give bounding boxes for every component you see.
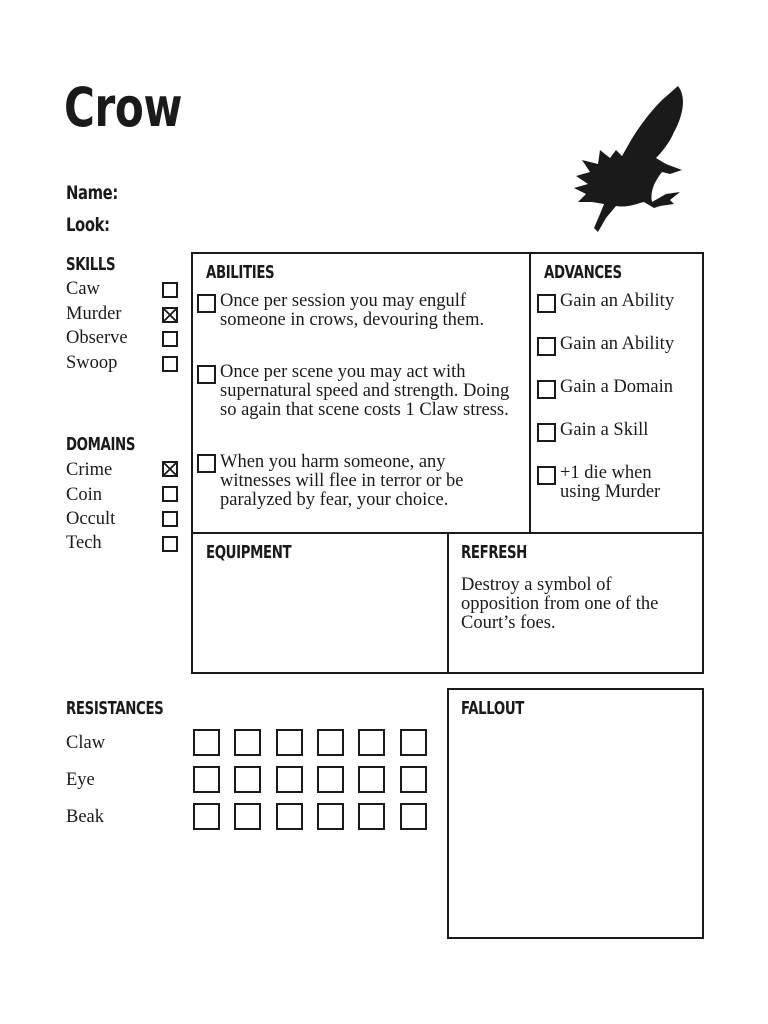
beak-stress-box[interactable] [358, 803, 385, 830]
advance-checkbox[interactable] [537, 337, 556, 356]
beak-stress-box[interactable] [276, 803, 303, 830]
name-label: Name: [66, 182, 118, 204]
ability-checkbox[interactable] [197, 454, 216, 473]
advance-checkbox[interactable] [537, 466, 556, 485]
refresh-heading: REFRESH [461, 542, 527, 563]
sheet-title: Crow [64, 76, 182, 139]
beak-stress-box[interactable] [400, 803, 427, 830]
skill-checkbox-checked[interactable] [162, 307, 178, 323]
ability-text: When you harm someone, any witnesses will flee in terror or be paralyzed by fear, your choice. [220, 452, 464, 510]
domain-label: Crime [66, 460, 113, 480]
crow-silhouette-icon [570, 84, 692, 236]
skills-heading: SKILLS [66, 254, 116, 275]
skill-label: Murder [66, 304, 122, 324]
resistance-label: Claw [66, 733, 106, 753]
fallout-heading: FALLOUT [461, 698, 525, 719]
domain-checkbox[interactable] [162, 536, 178, 552]
domain-label: Coin [66, 485, 102, 505]
look-label: Look: [66, 214, 110, 236]
advance-text: Gain a Skill [560, 420, 649, 440]
eye-stress-box[interactable] [234, 766, 261, 793]
advances-heading: ADVANCES [544, 262, 622, 283]
skill-checkbox[interactable] [162, 356, 178, 372]
eye-stress-box[interactable] [358, 766, 385, 793]
skill-checkbox[interactable] [162, 331, 178, 347]
ability-checkbox[interactable] [197, 365, 216, 384]
advance-text: Gain a Domain [560, 377, 674, 397]
domain-checkbox[interactable] [162, 486, 178, 502]
claw-stress-box[interactable] [317, 729, 344, 756]
resistance-label: Beak [66, 807, 105, 827]
equipment-heading: EQUIPMENT [206, 542, 292, 563]
eye-stress-box[interactable] [400, 766, 427, 793]
claw-stress-box[interactable] [400, 729, 427, 756]
eye-stress-box[interactable] [276, 766, 303, 793]
claw-stress-box[interactable] [358, 729, 385, 756]
fallout-panel [447, 688, 704, 939]
skill-checkbox[interactable] [162, 282, 178, 298]
advance-text: Gain an Ability [560, 334, 675, 354]
eye-stress-box[interactable] [193, 766, 220, 793]
resistances-heading: RESISTANCES [66, 698, 164, 719]
advance-checkbox[interactable] [537, 423, 556, 442]
domain-label: Occult [66, 509, 116, 529]
claw-stress-box[interactable] [234, 729, 261, 756]
advance-checkbox[interactable] [537, 294, 556, 313]
refresh-text: Destroy a symbol of opposition from one of the Court’s foes. [461, 575, 659, 633]
domain-label: Tech [66, 533, 102, 553]
skill-label: Observe [66, 328, 128, 348]
domain-checkbox-checked[interactable] [162, 461, 178, 477]
ability-text: Once per scene you may act with supernatural speed and strength. Doing so again that scene costs 1 Claw stress. [220, 362, 510, 420]
resistance-label: Eye [66, 770, 95, 790]
ability-checkbox[interactable] [197, 294, 216, 313]
advance-text: +1 die when using Murder [560, 463, 661, 502]
advance-text: Gain an Ability [560, 291, 675, 311]
skill-label: Caw [66, 279, 100, 299]
beak-stress-box[interactable] [193, 803, 220, 830]
skill-label: Swoop [66, 353, 118, 373]
abilities-heading: ABILITIES [206, 262, 275, 283]
advance-checkbox[interactable] [537, 380, 556, 399]
beak-stress-box[interactable] [317, 803, 344, 830]
domains-heading: DOMAINS [66, 434, 136, 455]
claw-stress-box[interactable] [193, 729, 220, 756]
claw-stress-box[interactable] [276, 729, 303, 756]
eye-stress-box[interactable] [317, 766, 344, 793]
beak-stress-box[interactable] [234, 803, 261, 830]
ability-text: Once per session you may engulf someone in crows, devouring them. [220, 291, 485, 330]
domain-checkbox[interactable] [162, 511, 178, 527]
